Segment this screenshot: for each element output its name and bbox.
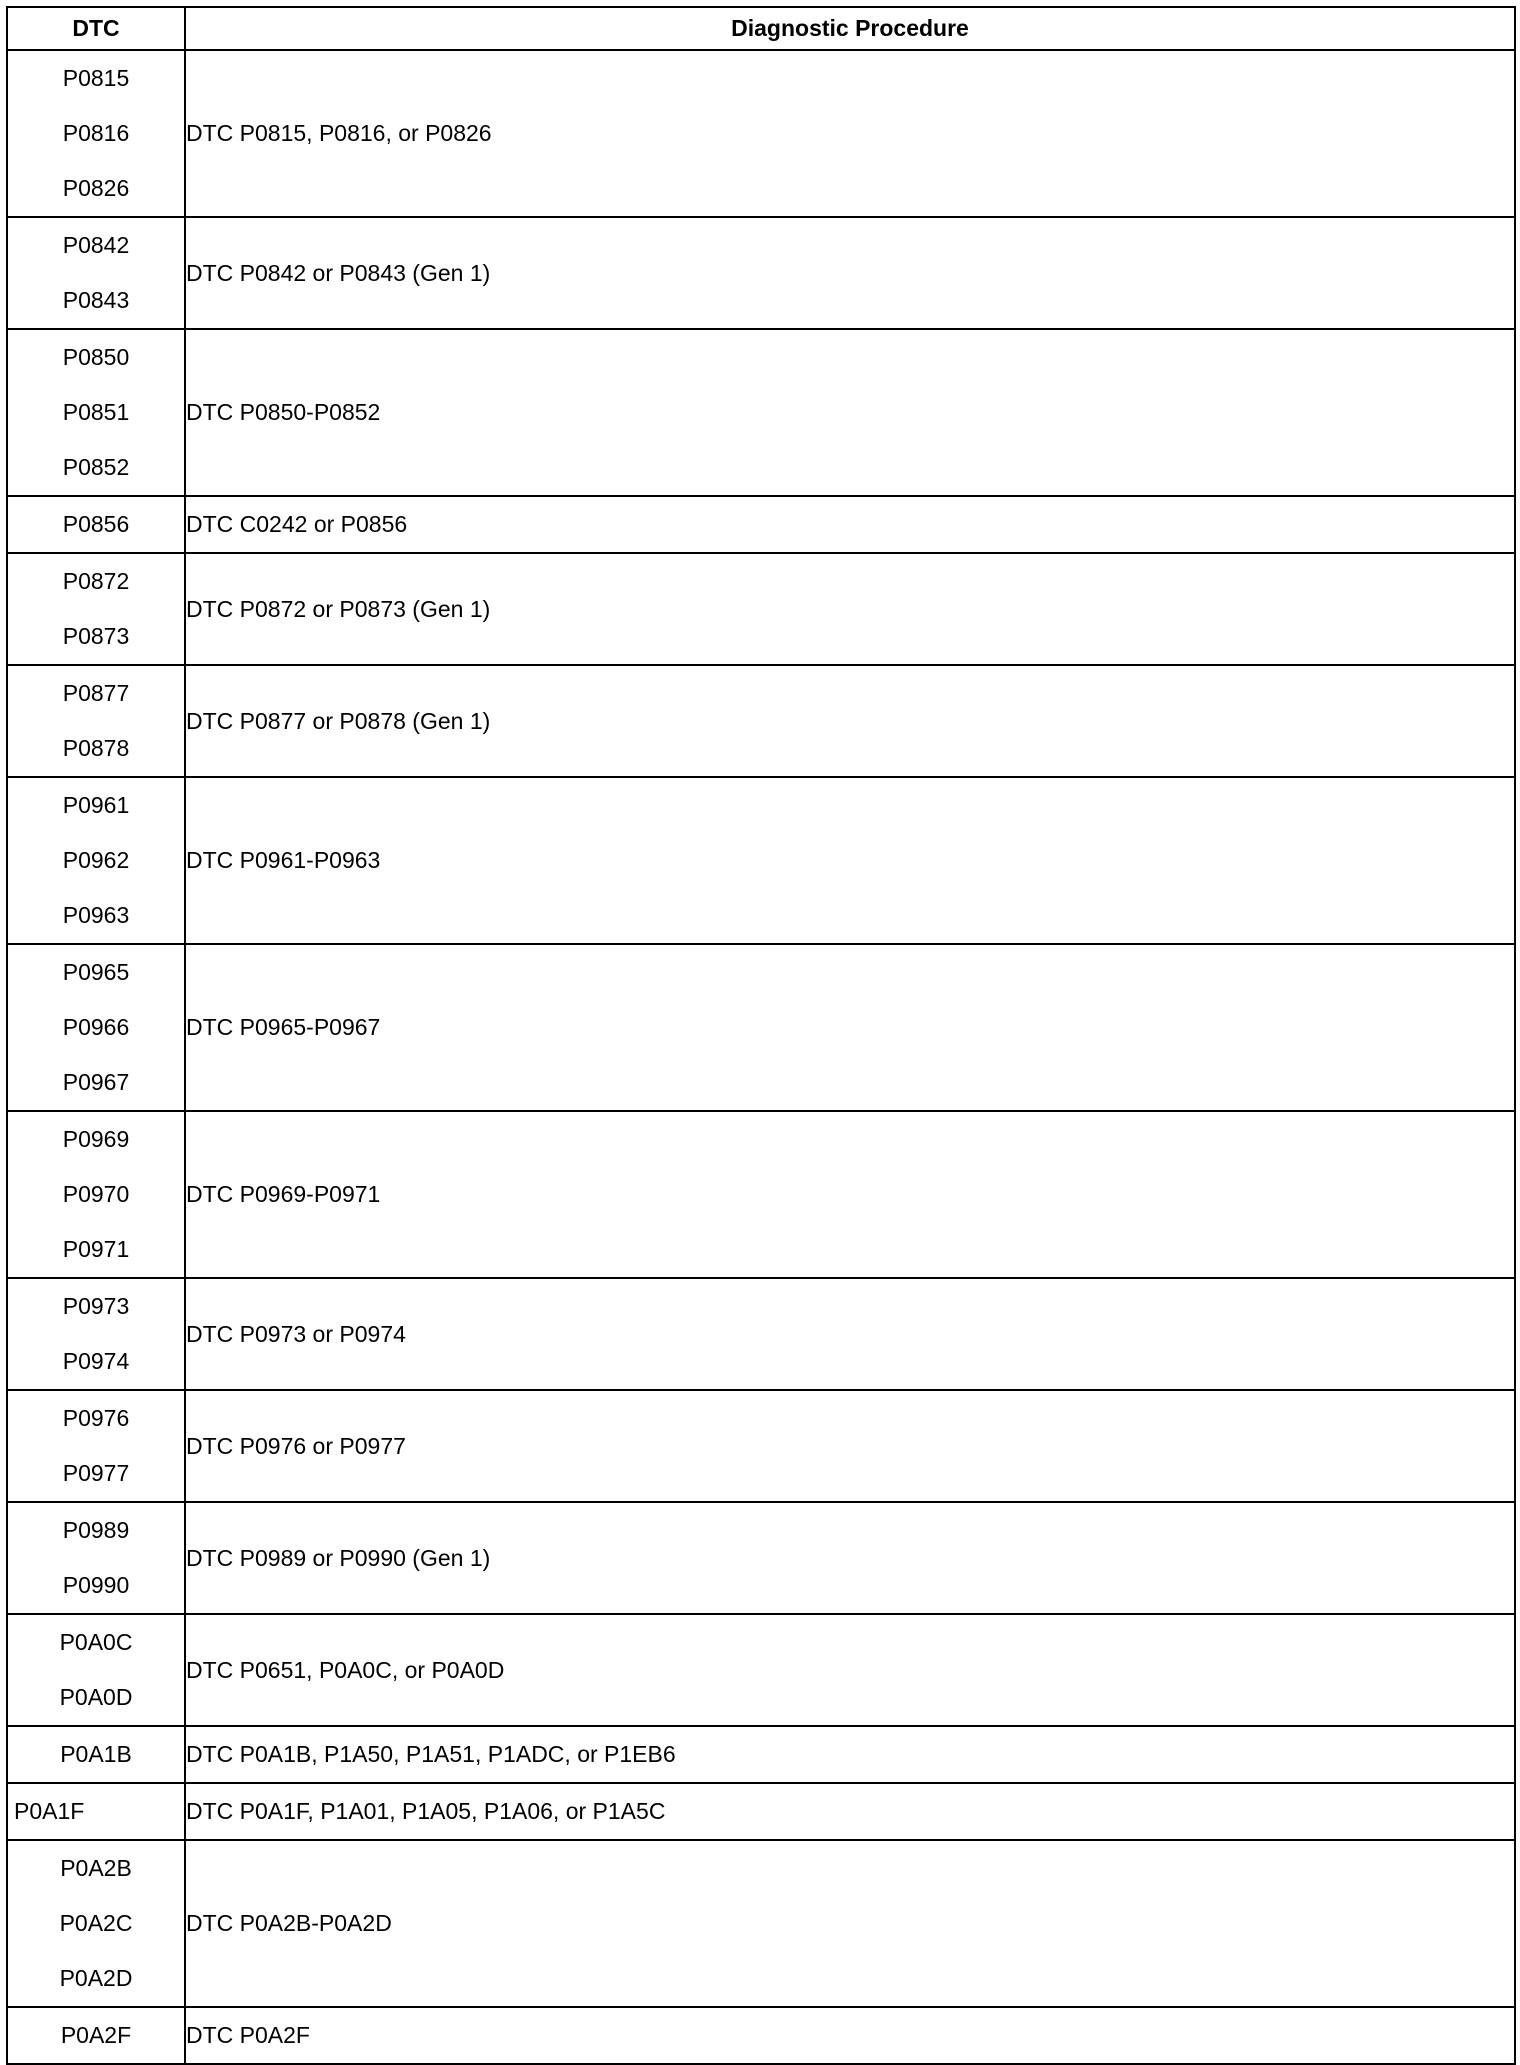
dtc-code: P0989 xyxy=(62,1517,130,1543)
table-row xyxy=(7,2007,1515,2064)
dtc-code: P0A1F xyxy=(14,1798,85,1824)
dtc-code: P0961 xyxy=(62,792,130,818)
diagnostic-procedure-link[interactable]: DTC P0877 or P0878 (Gen 1) xyxy=(185,665,1515,777)
dtc-code: P0967 xyxy=(62,1069,130,1095)
diagnostic-procedure-link[interactable]: DTC P0989 or P0990 (Gen 1) xyxy=(185,1502,1515,1614)
table-row xyxy=(7,329,1515,496)
dtc-codes-cell xyxy=(7,1840,185,2007)
table-row xyxy=(7,1614,1515,1726)
dtc-code: P0A2B xyxy=(60,1855,132,1881)
table-row xyxy=(7,1783,1515,1840)
diagnostic-procedure-link[interactable]: DTC P0A1F, P1A01, P1A05, P1A06, or P1A5C xyxy=(185,1783,1515,1840)
dtc-code: P0878 xyxy=(62,735,130,761)
dtc-codes-cell xyxy=(7,944,185,1111)
dtc-code: P0990 xyxy=(62,1572,130,1598)
dtc-codes-cell xyxy=(7,2007,185,2064)
table-row xyxy=(7,50,1515,217)
table-row xyxy=(7,1726,1515,1783)
dtc-codes-cell xyxy=(7,1111,185,1278)
dtc-code: P0842 xyxy=(62,232,130,258)
dtc-code: P0A0D xyxy=(59,1684,133,1710)
dtc-code: P0971 xyxy=(62,1236,130,1262)
dtc-codes-cell xyxy=(7,1502,185,1614)
diagnostic-procedure-link[interactable]: DTC P0651, P0A0C, or P0A0D xyxy=(185,1614,1515,1726)
dtc-code: P0816 xyxy=(62,120,130,146)
dtc-code: P0A2D xyxy=(59,1965,133,1991)
diagnostic-procedure-link[interactable]: DTC P0969-P0971 xyxy=(185,1111,1515,1278)
dtc-code: P0815 xyxy=(62,65,130,91)
table-row xyxy=(7,1502,1515,1614)
dtc-codes-cell xyxy=(7,217,185,329)
diagnostic-procedure-link[interactable]: DTC C0242 or P0856 xyxy=(185,496,1515,553)
dtc-code: P0A2F xyxy=(60,2022,132,2048)
table-row xyxy=(7,777,1515,944)
dtc-codes-cell xyxy=(7,1726,185,1783)
table-row xyxy=(7,1278,1515,1390)
table-row xyxy=(7,496,1515,553)
dtc-code: P0843 xyxy=(62,287,130,313)
diagnostic-procedure-link[interactable]: DTC P0850-P0852 xyxy=(185,329,1515,496)
table-row xyxy=(7,944,1515,1111)
dtc-code: P0974 xyxy=(62,1348,130,1374)
table-row xyxy=(7,665,1515,777)
dtc-code: P0965 xyxy=(62,959,130,985)
diagnostic-procedure-link[interactable]: DTC P0973 or P0974 xyxy=(185,1278,1515,1390)
dtc-code: P0852 xyxy=(62,454,130,480)
diagnostic-procedure-link[interactable]: DTC P0A2B-P0A2D xyxy=(185,1840,1515,2007)
dtc-codes-cell xyxy=(7,50,185,217)
dtc-code: P0976 xyxy=(62,1405,130,1431)
dtc-codes-cell xyxy=(7,665,185,777)
diagnostic-procedure-link[interactable]: DTC P0961-P0963 xyxy=(185,777,1515,944)
diagnostic-procedure-link[interactable]: DTC P0842 or P0843 (Gen 1) xyxy=(185,217,1515,329)
table-body xyxy=(7,50,1515,2064)
dtc-code: P0962 xyxy=(62,847,130,873)
header-dtc: DTC xyxy=(7,7,185,50)
dtc-code: P0973 xyxy=(62,1293,130,1319)
dtc-code: P0963 xyxy=(62,902,130,928)
header-diagnostic-procedure: Diagnostic Procedure xyxy=(185,7,1515,50)
table-row xyxy=(7,1111,1515,1278)
dtc-code: P0856 xyxy=(62,511,130,537)
dtc-code: P0A0C xyxy=(59,1629,133,1655)
diagnostic-procedure-link[interactable]: DTC P0815, P0816, or P0826 xyxy=(185,50,1515,217)
dtc-codes-cell xyxy=(7,329,185,496)
diagnostic-procedure-link[interactable]: DTC P0872 or P0873 (Gen 1) xyxy=(185,553,1515,665)
diagnostic-procedure-link[interactable]: DTC P0965-P0967 xyxy=(185,944,1515,1111)
dtc-codes-cell xyxy=(7,1783,185,1840)
dtc-code: P0A1B xyxy=(60,1741,132,1767)
dtc-code: P0873 xyxy=(62,623,130,649)
table-header-row xyxy=(7,7,1515,50)
dtc-code: P0877 xyxy=(62,680,130,706)
dtc-codes-cell xyxy=(7,496,185,553)
dtc-codes-cell xyxy=(7,553,185,665)
dtc-code: P0850 xyxy=(62,344,130,370)
diagnostic-procedure-link[interactable]: DTC P0A1B, P1A50, P1A51, P1ADC, or P1EB6 xyxy=(185,1726,1515,1783)
table-row xyxy=(7,1840,1515,2007)
table-row xyxy=(7,553,1515,665)
dtc-code: P0966 xyxy=(62,1014,130,1040)
dtc-code: P0977 xyxy=(62,1460,130,1486)
table-row xyxy=(7,1390,1515,1502)
dtc-codes-cell xyxy=(7,1278,185,1390)
dtc-code: P0826 xyxy=(62,175,130,201)
dtc-code: P0969 xyxy=(62,1126,130,1152)
dtc-code: P0970 xyxy=(62,1181,130,1207)
dtc-code: P0872 xyxy=(62,568,130,594)
dtc-codes-cell xyxy=(7,1390,185,1502)
dtc-codes-cell xyxy=(7,777,185,944)
table-row xyxy=(7,217,1515,329)
dtc-code: P0851 xyxy=(62,399,130,425)
diagnostic-procedure-link[interactable]: DTC P0A2F xyxy=(185,2007,1515,2064)
diagnostic-procedure-link[interactable]: DTC P0976 or P0977 xyxy=(185,1390,1515,1502)
dtc-codes-cell xyxy=(7,1614,185,1726)
dtc-code: P0A2C xyxy=(59,1910,133,1936)
dtc-table xyxy=(6,6,1516,2065)
